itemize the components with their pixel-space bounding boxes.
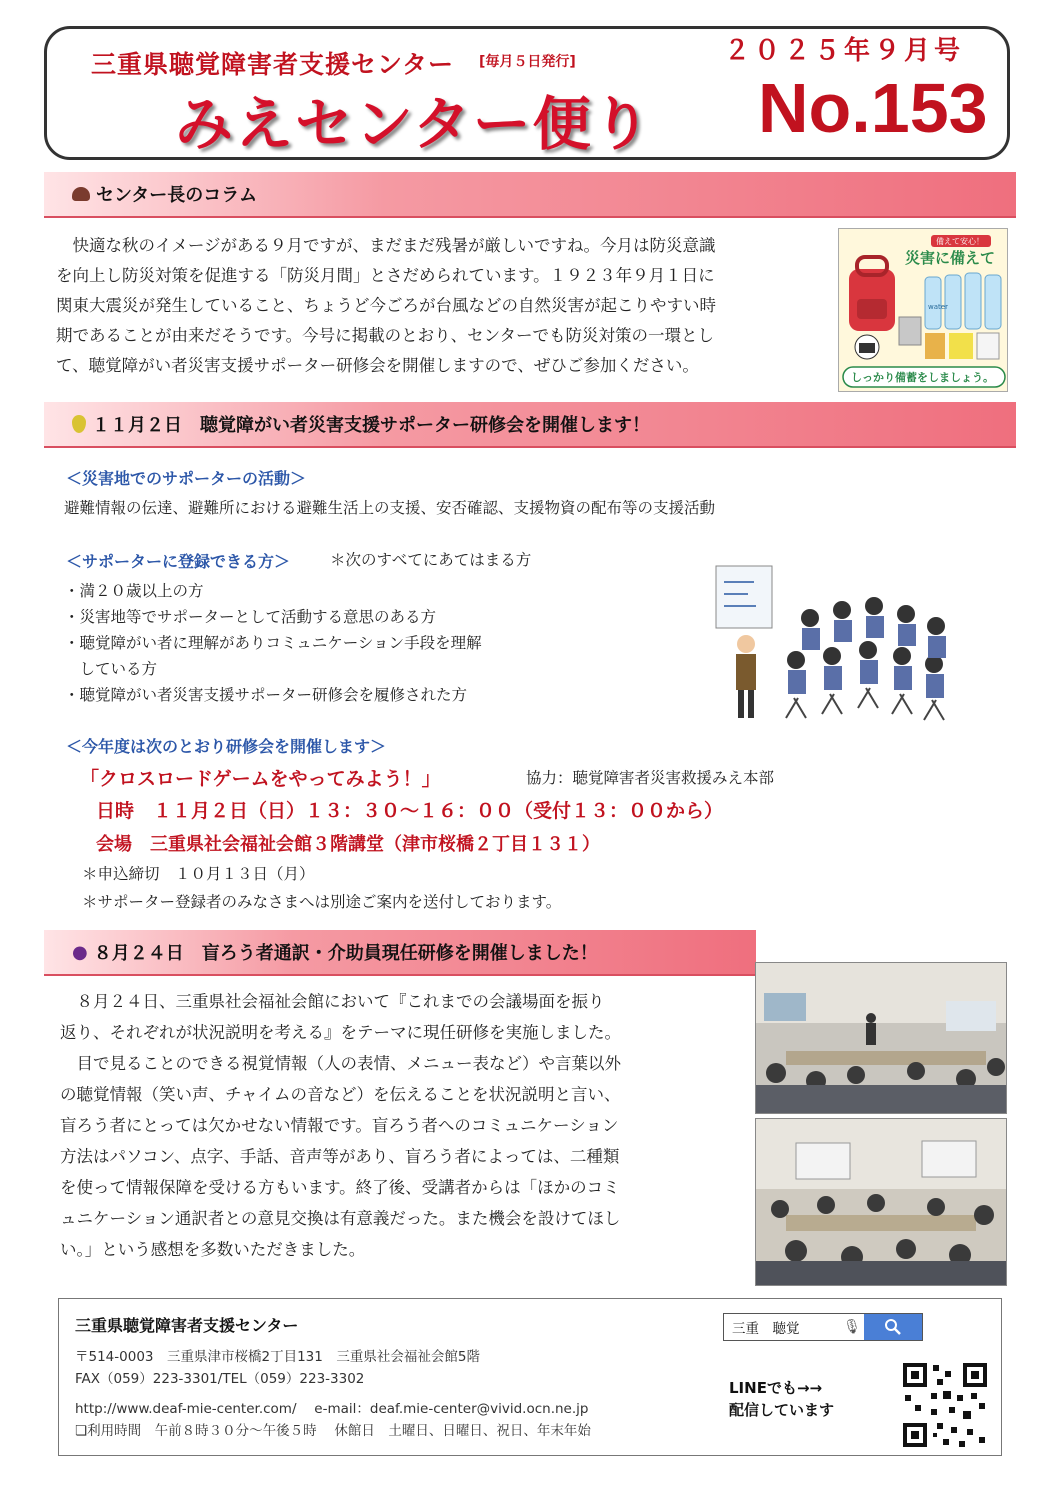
report-heading: ８月２４日 盲ろう者通訳・介助員現任研修を開催しました！ <box>93 943 598 964</box>
event-datetime: 日時 １１月２日（日）１３：３０～１６：００（受付１３：００から） <box>96 800 724 822</box>
column-line: て、聴覚障がい者災害支援サポーター研修会を開催しますので、ぜひご参加ください。 <box>56 356 699 375</box>
training-illustration <box>710 560 960 726</box>
line-notice <box>729 1377 834 1421</box>
illustration-headline: 災害に備えて <box>905 249 996 267</box>
contact-footer <box>58 1298 1002 1456</box>
schedule-heading: ＜今年度は次のとおり研修会を開催します＞ <box>66 737 387 756</box>
disaster-supplies-illustration <box>838 228 1008 392</box>
column-line: 快適な秋のイメージがある９月ですが、まだまだ残暑が厳しいですね。今月は防災意識 <box>56 236 716 255</box>
grapes-icon: ● <box>72 941 88 963</box>
report-line: 盲ろう者にとっては欠かせない情報です。盲ろう者へのコミュニケーション <box>60 1116 619 1135</box>
masthead-org: 三重県聴覚障害者支援センター <box>91 50 455 79</box>
column-line: 関東大震災が発生していること、ちょうど今ごろが台風などの自然災害が起こりやすい時 <box>56 296 716 315</box>
eligible-item: ・満２０歳以上の方 <box>64 582 204 600</box>
search-query[interactable]: 三重 聴覚 <box>732 1321 800 1337</box>
event-venue: 会場 三重県社会福祉会館３階講堂（津市桜橋２丁目１３１） <box>96 834 600 855</box>
eligible-note: ＊次のすべてにあてはまる方 <box>330 551 532 569</box>
footer-tel: FAX（059）223-3301/TEL（059）223-3302 <box>75 1371 365 1387</box>
seminar-heading: １１月２日 聴覚障がい者災害支援サポーター研修会を開催します！ <box>92 415 650 436</box>
report-line: の聴覚情報（笑い声、チャイムの音など）を伝えることを状況説明と言い、 <box>60 1085 621 1104</box>
eligible-item: している方 <box>64 660 158 678</box>
microphone-icon[interactable]: 🎙 <box>843 1319 861 1335</box>
training-photo-1 <box>755 962 1007 1114</box>
activity-text: 避難情報の伝達、避難所における避難生活上の支援、安否確認、支援物資の配布等の支援活動 <box>64 499 716 517</box>
footer-org: 三重県聴覚障害者支援センター <box>75 1316 299 1335</box>
search-icon <box>884 1318 902 1336</box>
eligible-item: ・聴覚障がい者に理解がありコミュニケーション手段を理解 <box>64 634 482 652</box>
column-line: 期であることが由来だそうです。今号に掲載のとおり、センターでも防災対策の一環とし <box>56 326 715 345</box>
report-line: ８月２４日、三重県社会福祉会館において『これまでの会議場面を振り <box>60 992 605 1011</box>
report-line: ュニケーション通訳者との意見交換は有意義だった。また機会を設けてほし <box>60 1209 621 1228</box>
report-line: い。」という感想を多数いただきました。 <box>60 1240 366 1259</box>
qr-code[interactable] <box>901 1361 989 1449</box>
water-label: water <box>928 303 948 311</box>
registered-notice: ＊サポーター登録者のみなさまへは別途ご案内を送付しております。 <box>82 893 562 911</box>
publication-frequency: [毎月５日発行] <box>479 54 576 70</box>
issue-date: ２０２５年９月号 <box>724 36 965 66</box>
supplies-graphic <box>839 229 1008 392</box>
illustration-bottom-label: しっかり備蓄をしましょう。 <box>851 371 994 384</box>
line-note-1: LINEでも→→ <box>729 1379 823 1397</box>
eligible-item: ・聴覚障がい者災害支援サポーター研修会を履修された方 <box>64 686 468 704</box>
section-bar-column <box>44 172 1016 218</box>
footer-hours: ❏利用時間 午前８時３０分～午後５時 休館日 土曜日、日曜日、祝日、年末年始 <box>75 1423 591 1439</box>
column-text <box>56 231 836 381</box>
report-line: を使って情報保障を受ける方もいます。終了後、受講者からは「ほかのコミ <box>60 1178 620 1197</box>
chestnut-icon <box>72 187 90 201</box>
column-heading: センター長のコラム <box>96 185 258 206</box>
report-line: 目で見ることのできる視覚情報（人の表情、メニュー表など）や言葉以外 <box>60 1054 621 1073</box>
training-photo-2 <box>755 1118 1007 1286</box>
newsletter-title: みえセンター便り <box>175 90 653 158</box>
eligible-heading: ＜サポーターに登録できる方＞ <box>66 552 291 571</box>
eligible-item: ・災害地等でサポーターとして活動する意思のある方 <box>64 608 437 626</box>
report-line: 返り、それぞれが状況説明を考える』をテーマに現任研修を実施しました。 <box>60 1023 621 1042</box>
pear-icon <box>72 415 86 433</box>
training-graphic <box>710 560 960 726</box>
search-button[interactable] <box>864 1314 922 1340</box>
line-note-2: 配信しています <box>729 1401 835 1419</box>
eligible-list <box>64 578 482 708</box>
issue-number: No.153 <box>758 69 988 147</box>
illustration-top-label: 備えて安心！ <box>936 237 984 246</box>
event-title: 「クロスロードゲームをやってみよう！」 <box>80 768 441 790</box>
column-line: を向上し防災対策を促進する「防災月間」とさだめられています。１９２３年９月１日に <box>56 266 715 285</box>
section-bar-report <box>44 930 756 976</box>
section-bar-seminar <box>44 402 1016 448</box>
cooperation: 協力：聴覚障害者災害救援みえ本部 <box>526 769 775 787</box>
activity-heading: ＜災害地でのサポーターの活動＞ <box>66 469 307 488</box>
search-box[interactable] <box>723 1313 923 1341</box>
deadline: ＊申込締切 １０月１３日（月） <box>82 865 315 883</box>
footer-address: 〒514-0003 三重県津市桜橋2丁目131 三重県社会福祉会館5階 <box>75 1349 480 1365</box>
report-text <box>60 986 750 1265</box>
report-line: 方法はパソコン、点字、手話、音声等があり、盲ろう者によっては、二種類 <box>60 1147 620 1166</box>
footer-web[interactable]: http://www.deaf-mie-center.com/ e-mail：deaf.mie-center@vivid.ocn.ne.jp <box>75 1401 589 1417</box>
